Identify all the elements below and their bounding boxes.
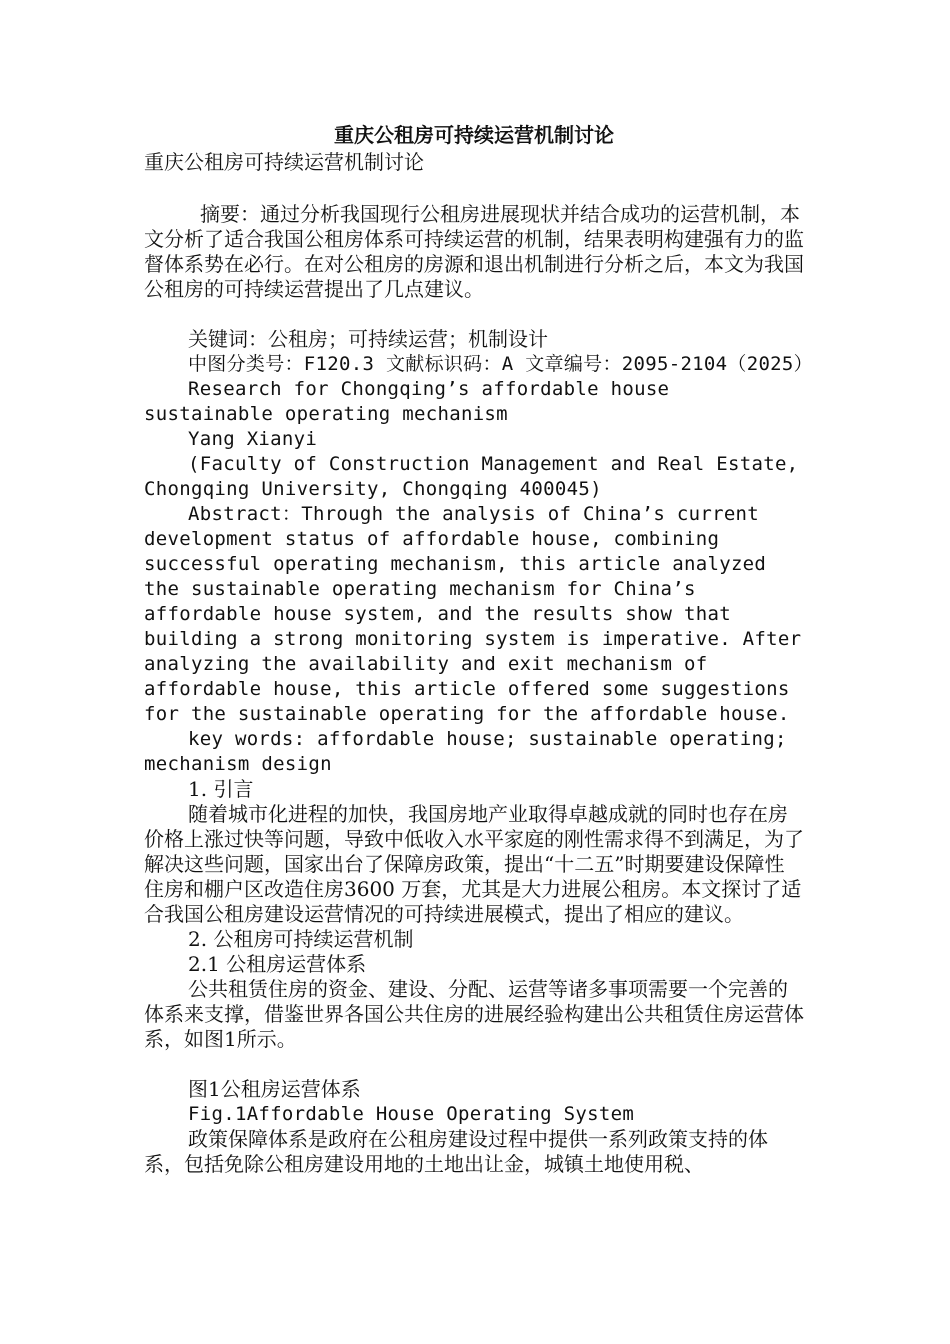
author-en: Yang Xianyi <box>188 428 318 450</box>
section-1-heading: 1. 引言 <box>188 777 254 801</box>
abstract-en: Abstract：Through the analysis of China’s current development status of affordable house, combining successful operating mechanism, this article analyzed the sustainable operating mechanism for China’s affordable house system, and the results show that building a strong monitoring system is imperative. After analyzing the availability and exit mechanism of affordable house, this article offered some suggestions for the sustainable operating for the affordable house. <box>144 503 802 725</box>
section-2-1-body: 公共租赁住房的资金、建设、分配、运营等诸多事项需要一个完善的体系来支撑，借鉴世界各国公共住房的进展经验构建出公共租赁住房运营体系，如图1所示。 <box>144 977 804 1051</box>
figure-caption-cn: 图1公租房运营体系 <box>188 1077 361 1101</box>
section-1-body: 随着城市化进程的加快，我国房地产业取得卓越成就的同时也存在房价格上涨过快等问题，导致中低收入水平家庭的刚性需求得不到满足，为了解决这些问题，国家出台了保障房政策，提出“十二五”时期要建设保障性住房和棚户区改造住房3600 万套，尤其是大力进展公租房。本文探讨了适合我国公租房建设运营情况的可持续进展模式，提出了相应的建议。 <box>144 802 804 926</box>
document-title: 重庆公租房可持续运营机制讨论 <box>334 123 614 147</box>
spacer <box>144 302 804 327</box>
spacer <box>144 1052 804 1077</box>
keywords-en: key words: affordable house; sustainable operating; mechanism design <box>144 728 787 775</box>
figure-caption-en: Fig.1Affordable House Operating System <box>188 1103 635 1125</box>
document-subtitle: 重庆公租房可持续运营机制讨论 <box>144 150 424 174</box>
title-en: Research for Chongqing’s affordable house sustainable operating mechanism <box>144 378 670 425</box>
abstract-cn: 摘要：通过分析我国现行公租房进展现状并结合成功的运营机制，本文分析了适合我国公租房体系可持续运营的机制，结果表明构建强有力的监督体系势在必行。在对公租房的房源和退出机制进行分析之后，本文为我国公租房的可持续运营提出了几点建议。 <box>144 202 804 301</box>
section-2-heading: 2. 公租房可持续运营机制 <box>188 927 414 951</box>
affiliation-en: (Faculty of Construction Management and Real Estate, Chongqing University, Chongqing 400045) <box>144 453 799 500</box>
policy-body: 政策保障体系是政府在公租房建设过程中提供一系列政策支持的体系，包括免除公租房建设用地的土地出让金，城镇土地使用税、 <box>144 1127 768 1176</box>
classification-line: 中图分类号：F120.3 文献标识码：A 文章编号：2095-2104（2025） <box>188 353 813 375</box>
section-2-1-heading: 2.1 公租房运营体系 <box>188 952 367 976</box>
keywords-cn: 关键词：公租房；可持续运营；机制设计 <box>188 327 548 351</box>
spacer <box>144 175 804 202</box>
document-body <box>144 123 813 1177</box>
